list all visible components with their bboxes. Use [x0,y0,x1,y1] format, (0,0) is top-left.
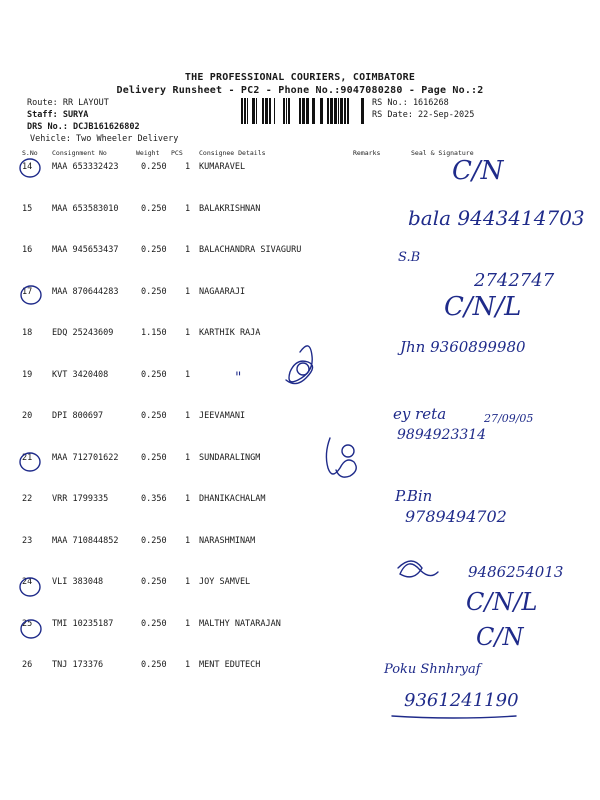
row-weight: 0.250 [141,245,167,255]
route-label: Route: RR LAYOUT [27,98,109,108]
rs-date: RS Date: 22-Sep-2025 [372,110,475,120]
row-consignee: JEEVAMANI [199,411,246,421]
row-pcs: 1 [185,494,191,504]
row-consignment: DPI 800697 [52,411,104,421]
row-sno: 18 [22,328,33,338]
signature-18: Jhn 9360899980 [400,338,526,356]
signature-20-phone: 9894923314 [397,427,487,443]
row-consignee: BALACHANDRA SIVAGURU [199,245,302,255]
row-consignment: MAA 653583010 [52,203,119,214]
row-sno: 15 [22,203,33,214]
row-sno: 22 [22,494,33,504]
loop-18 [297,363,309,375]
row-consignment: EDQ 25243609 [52,328,114,338]
row-consignment: MAA 870644283 [52,286,119,297]
row-sno: 21 [22,452,33,463]
staff-label: Staff: SURYA [27,110,89,120]
row-pcs: 1 [185,535,191,546]
row-sno: 19 [22,369,33,380]
row-consignment: VLI 383048 [52,577,104,587]
col-consignee: Consignee Details [199,149,266,157]
squiggle-21 [326,438,356,477]
row-sno: 17 [22,286,33,297]
signature-20: ey reta [393,405,447,423]
row-consignee: MALTHY NATARAJAN [199,618,281,629]
row-consignment: MAA 945653437 [52,245,119,255]
row-consignment: MAA 712701622 [52,452,119,463]
row-consignment: TMI 10235187 [52,618,114,629]
row-consignment: MAA 653332423 [52,162,119,172]
row-weight: 0.356 [141,494,167,504]
row-weight: 1.150 [141,328,167,338]
row-consignment: VRR 1799335 [52,494,109,504]
signature-15: bala 9443414703 [408,206,585,230]
col-weight: Weight [136,149,160,157]
row-consignee: SUNDARALINGM [199,452,261,463]
row-consignee: DHANIKACHALAM [199,494,266,504]
loop-21 [342,445,354,457]
row-consignee: NAGAARAJI [199,286,246,297]
row-consignee: NARASHMINAM [199,535,256,546]
row-pcs: 1 [185,660,191,670]
signature-26-phone: 9361241190 [404,690,519,711]
row-pcs: 1 [185,162,191,172]
row-sno: 25 [22,618,33,629]
col-remarks: Remarks [353,149,381,157]
circle-mark-17 [21,286,41,304]
row-consignee: JOY SAMVEL [199,577,251,587]
row-consignment: MAA 710844852 [52,535,119,546]
row-consignment: TNJ 173376 [52,660,104,670]
signature-16: S.B [398,250,421,265]
row-sno: 20 [22,411,33,421]
runsheet-subtitle: Delivery Runsheet - PC2 - Phone No.:9047080280 - Page No.:2 [116,85,484,96]
drs-number: DRS No.: DCJB161626802 [27,122,140,132]
row-weight: 0.250 [141,203,167,214]
row-weight: 0.250 [141,369,167,380]
vehicle-label: Vehicle: Two Wheeler Delivery [30,134,179,144]
signature-20-date: 27/09/05 [484,412,534,425]
row-sno: 14 [22,162,33,172]
signature-17: C/N/L [444,292,522,322]
signature-16-number: 2742747 [474,270,555,291]
row-consignee: KARTHIK RAJA [199,328,261,338]
company-title: THE PROFESSIONAL COURIERS, COIMBATORE [184,72,416,83]
row-weight: 0.250 [141,618,167,629]
circle-mark-14 [20,159,40,177]
signature-22-phone: 9789494702 [405,507,507,526]
row-pcs: 1 [185,245,191,255]
row-weight: 0.250 [141,411,167,421]
row-consignee: MENT EDUTECH [199,660,261,670]
signature-22: P.Bin [395,487,433,505]
col-consignment: Consignment No [52,149,107,157]
signature-26: Poku Shnhryaf [384,662,481,677]
row-consignee: KUMARAVEL [199,162,246,172]
col-sno: S.No [22,149,38,157]
circle-mark-25 [21,620,41,638]
row-sno: 24 [22,577,33,587]
row-pcs: 1 [185,203,191,214]
row-weight: 0.250 [141,286,167,297]
signature-24-phone: 9486254013 [468,563,564,581]
col-seal: Seal & Signature [411,149,474,157]
rs-number: RS No.: 1616268 [372,98,449,108]
row-weight: 0.250 [141,535,167,546]
signature-25: C/N [476,623,524,651]
row-sno: 16 [22,245,33,255]
row-pcs: 1 [185,577,191,587]
row-pcs: 1 [185,328,191,338]
signature-14: C/N [452,156,504,186]
row-sno: 26 [22,660,33,670]
circle-mark-24 [20,578,40,596]
row-weight: 0.250 [141,162,167,172]
circle-mark-21 [20,453,40,471]
row-pcs: 1 [185,369,191,380]
col-pcs: PCS [171,149,183,157]
row-pcs: 1 [185,411,191,421]
row-consignment: KVT 3420408 [52,369,109,380]
row-consignee: BALAKRISHNAN [199,203,261,214]
row-weight: 0.250 [141,660,167,670]
row-weight: 0.250 [141,452,167,463]
row-pcs: 1 [185,618,191,629]
underline-26 [392,716,516,718]
row-sno: 23 [22,535,33,546]
row-pcs: 1 [185,452,191,463]
ditto-mark-19: " [235,370,242,386]
squiggle-24 [398,561,438,577]
row-pcs: 1 [185,286,191,297]
signature-24: C/N/L [466,588,538,616]
row-weight: 0.250 [141,577,167,587]
